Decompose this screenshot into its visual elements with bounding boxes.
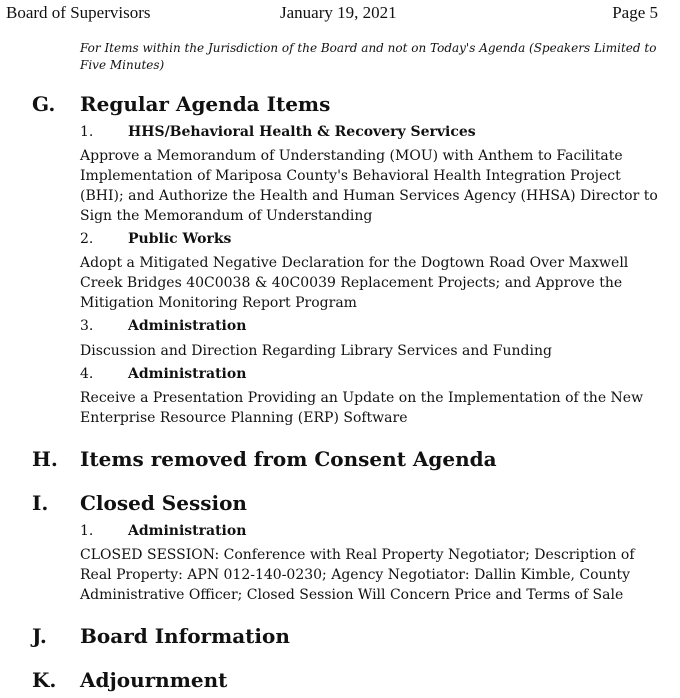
agenda-item-g1-description: Approve a Memorandum of Understanding (MOU) with Anthem to Facilitate Implementation of Mariposa County's Behavioral Health Integration Project (BHI); and Authorize the Health and Human Services Agency (HHSA) Director to Sign the Memorandum of Understanding xyxy=(80,148,658,224)
section-k-heading xyxy=(32,668,662,694)
agenda-item-g3-heading xyxy=(80,318,640,336)
header-page-number: Page 5 xyxy=(612,3,658,22)
section-letter: I. xyxy=(32,491,49,515)
section-title: Items removed from Consent Agenda xyxy=(80,447,497,471)
section-title: Regular Agenda Items xyxy=(80,92,331,116)
agenda-item-g3-description: Discussion and Direction Regarding Library Services and Funding xyxy=(80,343,552,359)
section-title: Closed Session xyxy=(80,491,247,515)
section-letter: H. xyxy=(32,447,58,471)
agenda-item-i1-heading xyxy=(80,523,640,541)
item-department: Public Works xyxy=(128,231,232,247)
item-number: 1. xyxy=(80,124,94,140)
agenda-item-g2-description: Adopt a Mitigated Negative Declaration for the Dogtown Road Over Maxwell Creek Bridges 40C0038 & 40C0039 Replacement Projects; and Approve the Mitigation Monitoring Report Program xyxy=(80,255,629,311)
agenda-item-g2-heading xyxy=(80,231,640,249)
item-department: Administration xyxy=(128,523,247,539)
section-h-heading xyxy=(32,447,662,473)
section-g-heading xyxy=(32,92,662,118)
item-number: 2. xyxy=(80,231,94,247)
item-number: 1. xyxy=(80,523,94,539)
agenda-item-g4-heading xyxy=(80,366,640,384)
section-title: Board Information xyxy=(80,624,290,648)
agenda-item-g1-heading xyxy=(80,124,640,142)
section-letter: J. xyxy=(32,624,47,648)
section-letter: K. xyxy=(32,668,57,692)
agenda-item-g4-description: Receive a Presentation Providing an Update on the Implementation of the New Enterprise Resource Planning (ERP) Software xyxy=(80,390,644,426)
agenda-item-i1-description: CLOSED SESSION: Conference with Real Property Negotiator; Description of Real Property: APN 012-140-0230; Agency Negotiator: Dallin Kimble, County Administrative Officer; Closed Session Will Concern Price and Terms of Sale xyxy=(80,547,635,603)
item-number: 3. xyxy=(80,318,94,334)
header-date: January 19, 2021 xyxy=(280,3,397,22)
section-j-heading xyxy=(32,624,662,650)
item-number: 4. xyxy=(80,366,94,382)
item-department: Administration xyxy=(128,318,247,334)
item-department: HHS/Behavioral Health & Recovery Services xyxy=(128,124,476,140)
page-header xyxy=(6,3,658,23)
section-letter: G. xyxy=(32,92,56,116)
header-board-name: Board of Supervisors xyxy=(6,3,151,22)
item-department: Administration xyxy=(128,366,247,382)
public-comment-note: For Items within the Jurisdiction of the Board and not on Today's Agenda (Speakers Limited to Five Minutes) xyxy=(80,41,657,72)
section-i-heading xyxy=(32,491,662,517)
section-title: Adjournment xyxy=(80,668,228,692)
